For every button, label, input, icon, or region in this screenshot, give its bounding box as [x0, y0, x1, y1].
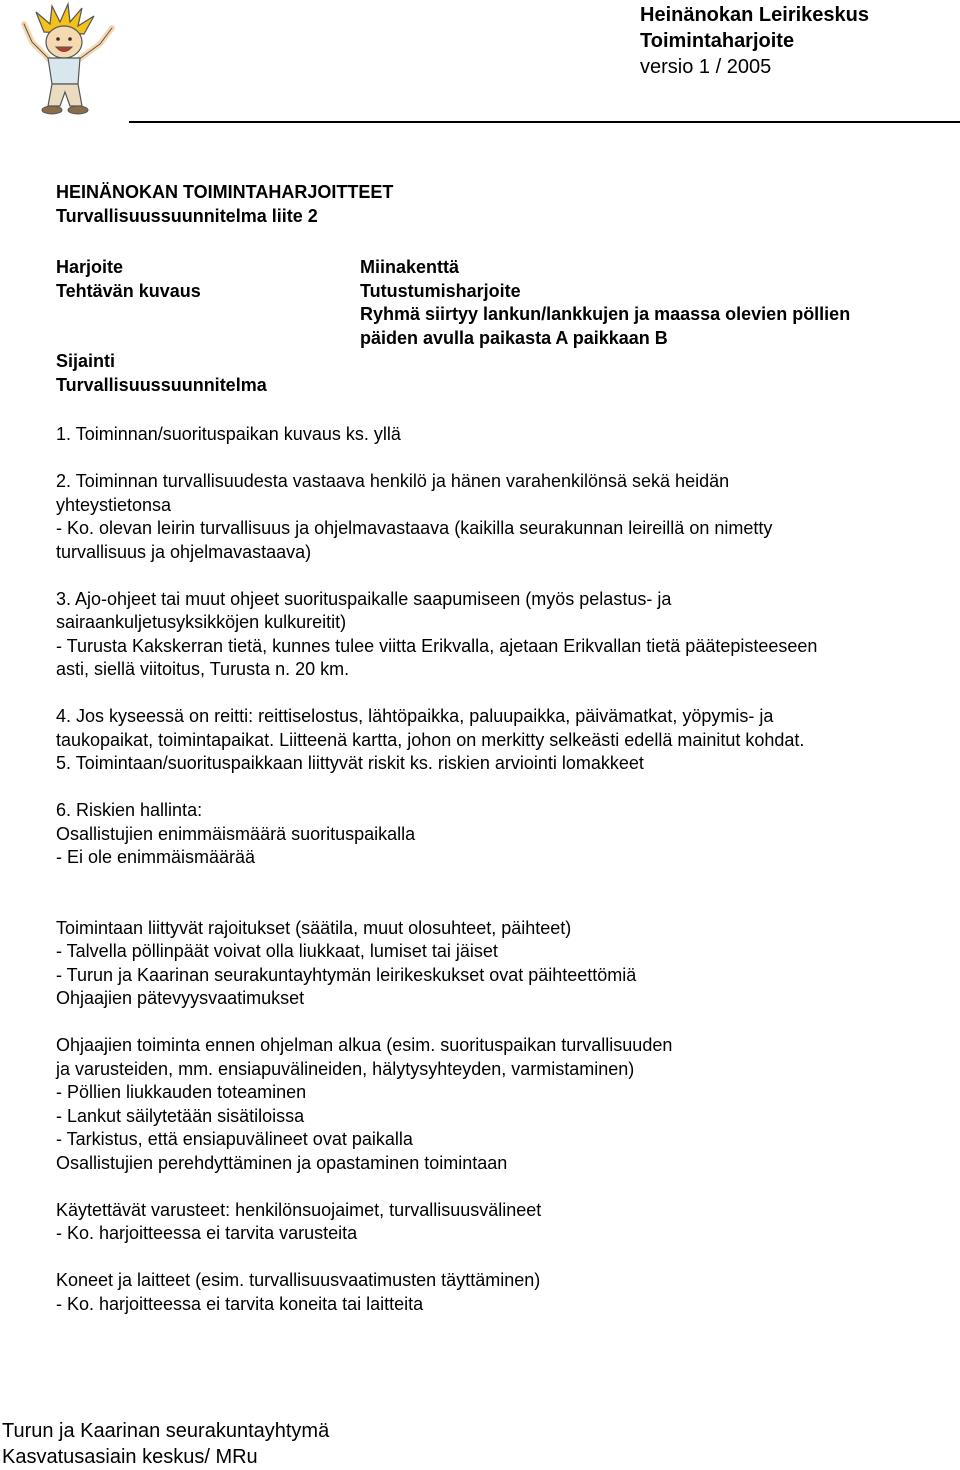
machines-line-2: - Ko. harjoitteessa ei tarvita koneita tai laitteita — [56, 1293, 424, 1314]
section-4-line-2: taukopaikat, toimintapaikat. Liitteenä kartta, johon on merkitty selkeästi edellä mainitut kohdat. — [56, 729, 805, 750]
section-3-line-1: 3. Ajo-ohjeet tai muut ohjeet suorituspaikalle saapumiseen (myös pelastus- ja — [56, 588, 672, 609]
kuvaus-value-2: Ryhmä siirtyy lankun/lankkujen ja maassa olevien pöllien — [360, 304, 851, 324]
restrictions — [56, 917, 946, 988]
instructor-actions-line-5: - Tarkistus, että ensiapuvälineet ovat paikalla — [56, 1129, 413, 1149]
harjoite-label: Harjoite — [56, 257, 124, 277]
instructor-qualifications: Ohjaajien pätevyysvaatimukset — [56, 988, 305, 1008]
cheering-kid-logo — [14, 2, 126, 120]
document-type: Toimintaharjoite — [640, 30, 795, 52]
restrictions-line-3: - Turun ja Kaarinan seurakuntayhtymän leirikeskukset ovat päihteettömiä — [56, 964, 637, 985]
section-2-line-3: - Ko. olevan leirin turvallisuus ja ohjelmavastaava (kaikilla seurakunnan leireillä on nimetty — [56, 518, 773, 538]
header-divider — [129, 121, 960, 123]
kuvaus-value-1: Tutustumisharjoite — [360, 280, 521, 301]
section-1: 1. Toiminnan/suorituspaikan kuvaus ks. yllä — [56, 424, 401, 444]
section-4 — [56, 705, 946, 752]
section-5: 5. Toimintaan/suorituspaikkaan liittyvät riskit ks. riskien arviointi lomakkeet — [56, 753, 644, 773]
turvallisuussuunnitelma-label: Turvallisuussuunnitelma — [56, 374, 267, 395]
version-label: versio 1 / 2005 — [640, 56, 772, 78]
section-2-line-1: 2. Toiminnan turvallisuudesta vastaava henkilö ja hänen varahenkilönsä sekä heidän — [56, 471, 730, 491]
equipment-line-2: - Ko. harjoitteessa ei tarvita varusteita — [56, 1223, 358, 1243]
kuvaus-value-3: päiden avulla paikasta A paikkaan B — [360, 327, 668, 348]
equipment-line-1: Käytettävät varusteet: henkilönsuojaimet, turvallisuusvälineet — [56, 1199, 542, 1220]
machines-line-1: Koneet ja laitteet (esim. turvallisuusvaatimusten täyttäminen) — [56, 1270, 541, 1290]
instructor-actions-line-1: Ohjaajien toiminta ennen ohjelman alkua (esim. suorituspaikan turvallisuuden — [56, 1035, 673, 1055]
section-6-line-1: 6. Riskien hallinta: — [56, 800, 203, 820]
document-header — [640, 2, 950, 80]
sijainti-label: Sijainti — [56, 351, 116, 371]
participant-orientation: Osallistujien perehdyttäminen ja opastaminen toimintaan — [56, 1152, 508, 1173]
section-3 — [56, 588, 946, 682]
exercise-info — [56, 256, 946, 398]
section-4-line-1: 4. Jos kyseessä on reitti: reittiselostus, lähtöpaikka, paluupaikka, päivämatkat, yöpymis- ja — [56, 706, 774, 726]
instructor-actions-line-4: - Lankut säilytetään sisätiloissa — [56, 1105, 305, 1126]
document-footer — [2, 1418, 329, 1470]
instructor-actions-line-2: ja varusteiden, mm. ensiapuvälineiden, hälytysyhteyden, varmistaminen) — [56, 1058, 635, 1079]
section-6-line-3: - Ei ole enimmäismäärää — [56, 847, 256, 867]
section-3-line-4: asti, siellä viitoitus, Turusta n. 20 km. — [56, 659, 350, 679]
organization-name: Heinänokan Leirikeskus — [640, 4, 869, 26]
document-subtitle: Turvallisuussuunnitelma liite 2 — [56, 205, 318, 226]
instructor-actions — [56, 1034, 946, 1152]
section-2 — [56, 470, 946, 564]
section-3-line-2: sairaankuljetusyksikköjen kulkureitit) — [56, 612, 347, 632]
footer-organization: Turun ja Kaarinan seurakuntayhtymä — [2, 1420, 330, 1442]
footer-department: Kasvatusasiain keskus/ MRu — [2, 1446, 258, 1468]
document-title: HEINÄNOKAN TOIMINTAHARJOITTEET — [56, 182, 394, 202]
restrictions-line-1: Toimintaan liittyvät rajoitukset (säätila, muut olosuhteet, päihteet) — [56, 917, 572, 938]
section-6-line-2: Osallistujien enimmäismäärä suorituspaikalla — [56, 823, 416, 844]
kuvaus-label: Tehtävän kuvaus — [56, 280, 201, 301]
restrictions-line-2: - Talvella pöllinpäät voivat olla liukkaat, lumiset tai jäiset — [56, 941, 498, 961]
equipment — [56, 1199, 946, 1246]
section-3-line-3: - Turusta Kakskerran tietä, kunnes tulee viitta Erikvalla, ajetaan Erikvallan tietä päätepisteeseen — [56, 635, 818, 656]
section-2-line-4: turvallisuus ja ohjelmavastaava) — [56, 541, 312, 562]
section-6 — [56, 799, 946, 870]
section-2-line-2: yhteystietonsa — [56, 494, 172, 515]
document-body — [56, 181, 946, 1316]
harjoite-value: Miinakenttä — [360, 257, 460, 277]
machines — [56, 1269, 946, 1316]
instructor-actions-line-3: - Pöllien liukkauden toteaminen — [56, 1082, 307, 1102]
